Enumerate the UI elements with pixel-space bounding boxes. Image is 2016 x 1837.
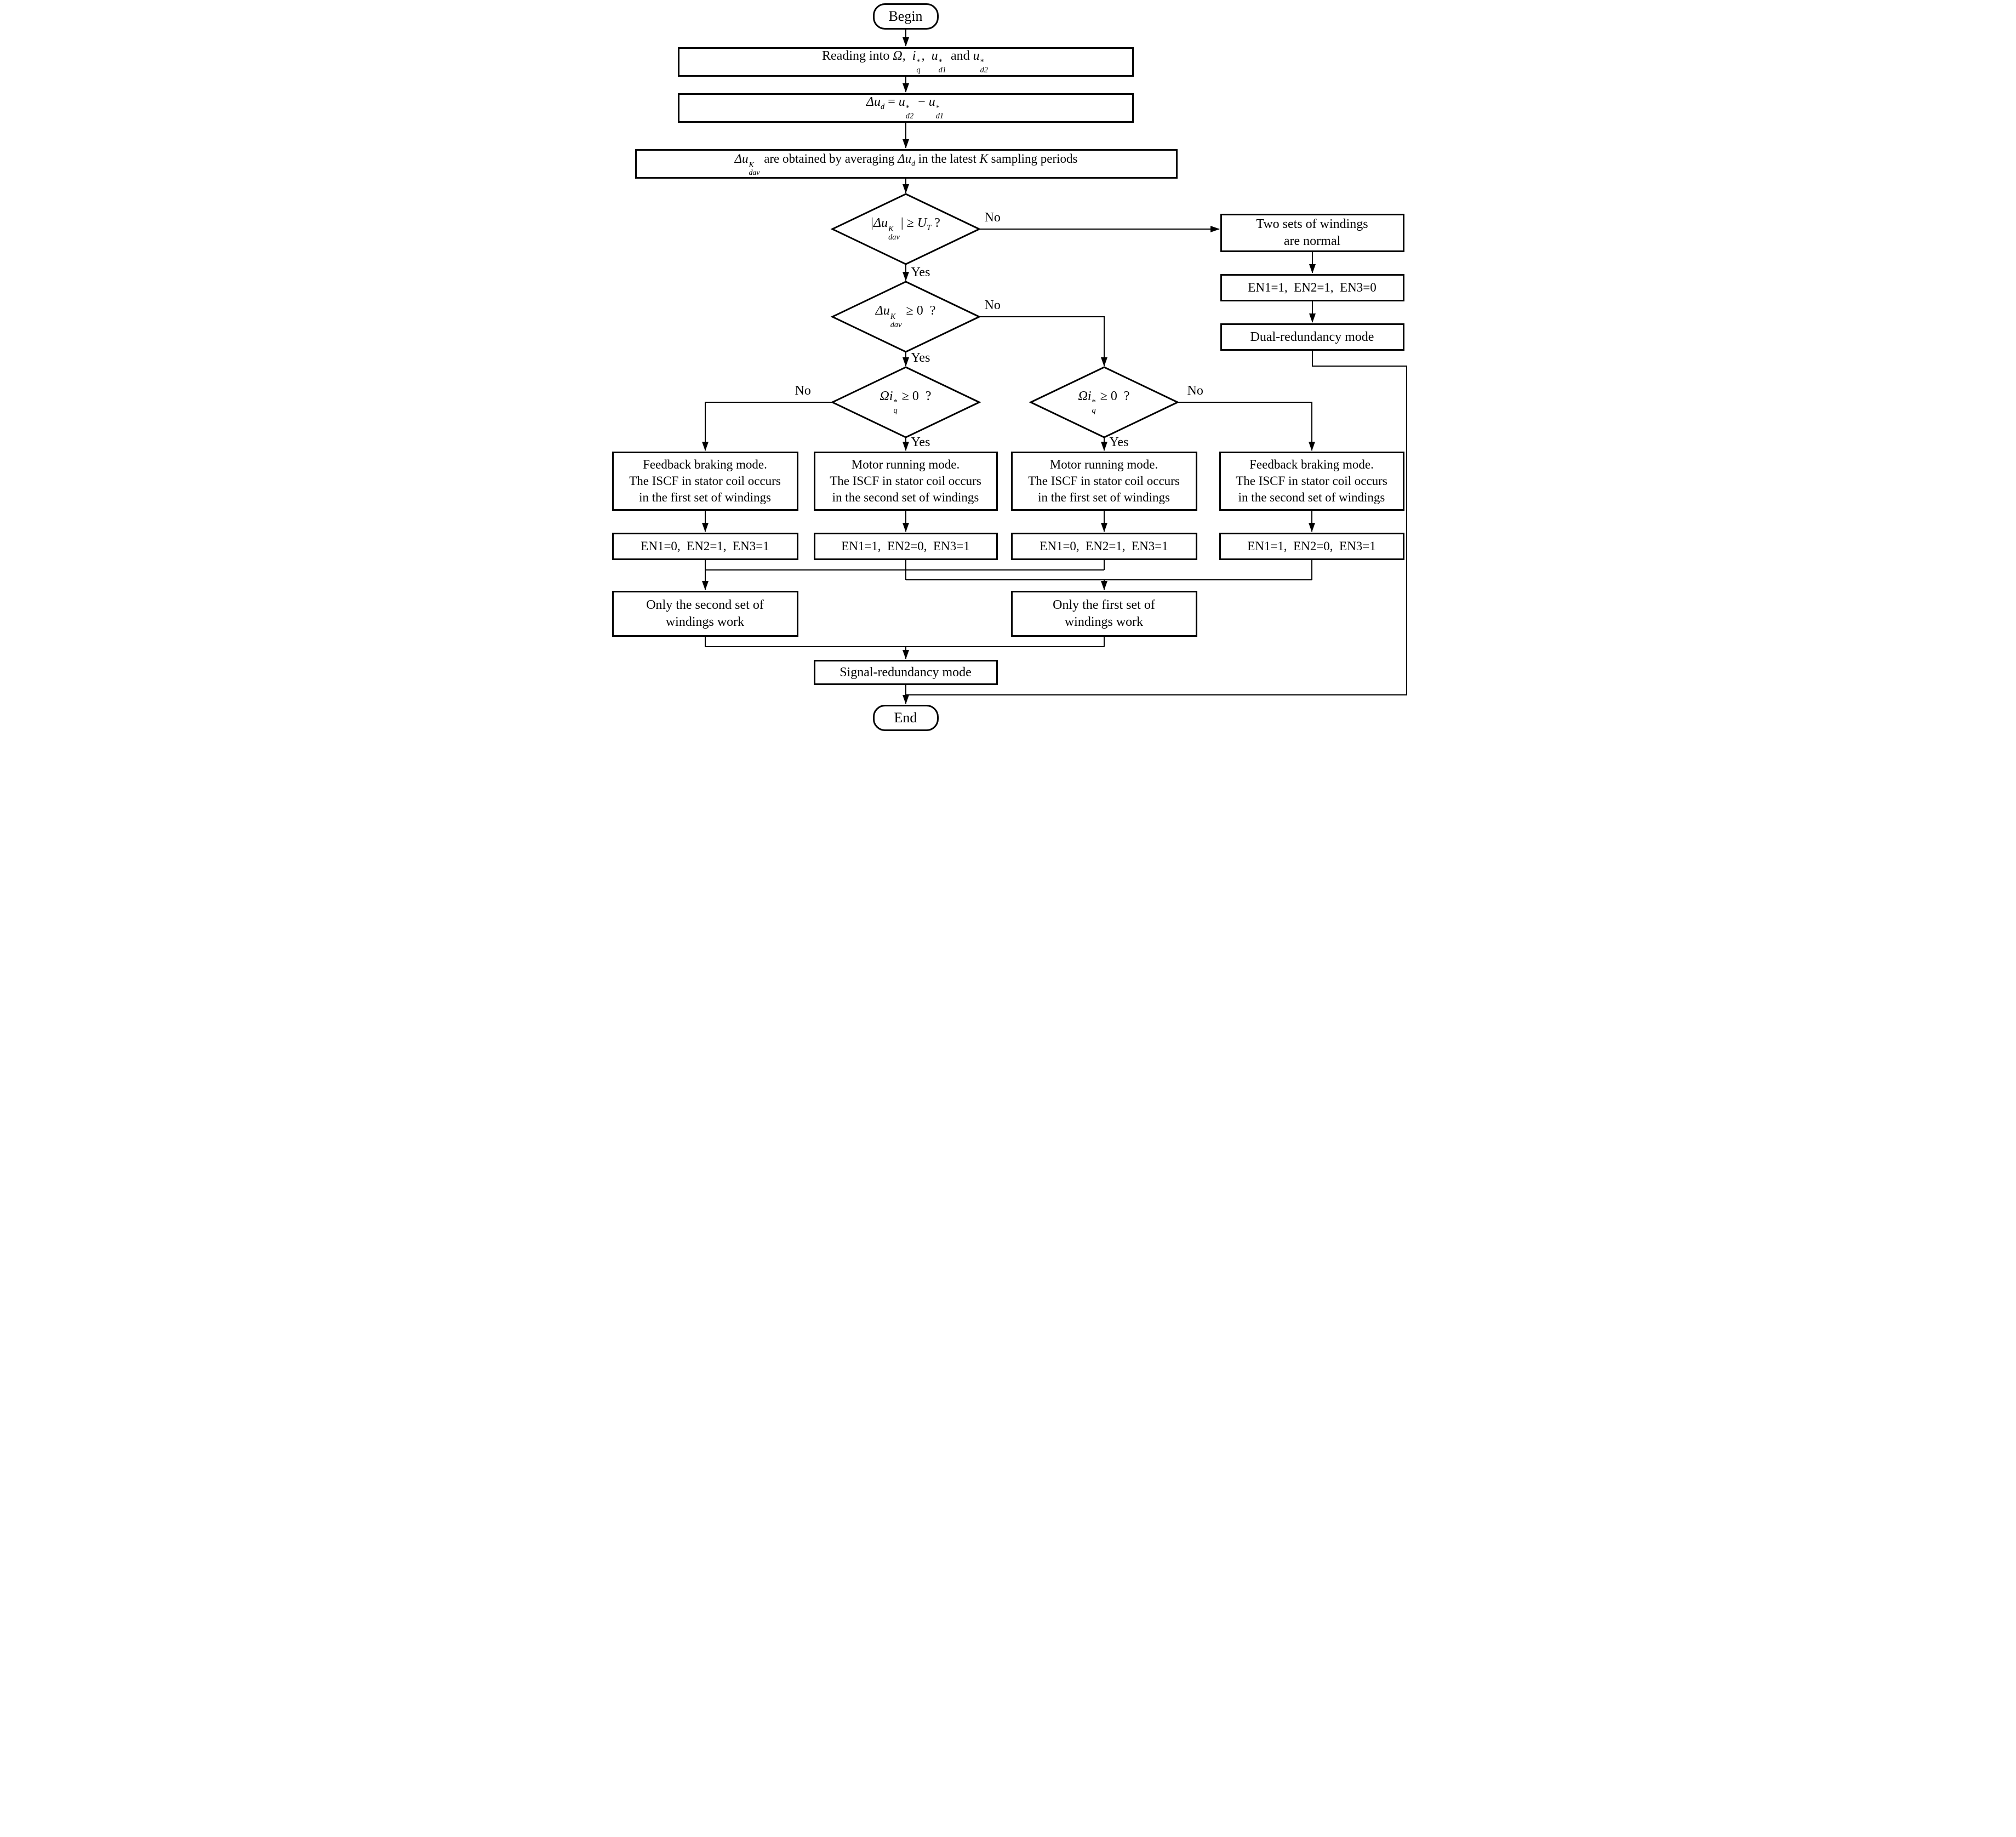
process-outcome-running-first xyxy=(1011,452,1197,511)
outcome1-line3: in the first set of windings xyxy=(639,490,771,504)
process-delta-ud xyxy=(678,93,1134,123)
label-omega-left-yes: Yes xyxy=(911,435,930,449)
process-read-inputs xyxy=(678,47,1134,77)
label-omega-right-no: No xyxy=(1187,384,1203,398)
process-signal-redundancy-mode xyxy=(814,660,998,685)
decision-omega-left xyxy=(840,386,972,419)
process-en3 xyxy=(1011,533,1197,560)
windings-normal-line1: Two sets of windings xyxy=(1256,216,1368,231)
only-first-line2: windings work xyxy=(1064,615,1144,629)
outcome2-line2: The ISCF in stator coil occurs xyxy=(830,474,981,488)
label-omega-left-no: No xyxy=(795,384,811,398)
en1-text: EN1=0, EN2=1, EN3=1 xyxy=(641,539,769,554)
only-second-line1: Only the second set of xyxy=(646,597,764,612)
only-second-line2: windings work xyxy=(665,615,745,629)
windings-normal-line2: are normal xyxy=(1283,234,1341,248)
process-en1 xyxy=(612,533,798,560)
process-read-inputs-text: Reading into Ω, i * q , u * d1 and u * d2 xyxy=(822,49,988,75)
terminal-end: End xyxy=(873,705,939,731)
en4-text: EN1=1, EN2=0, EN3=1 xyxy=(1247,539,1376,554)
label-omega-right-yes: Yes xyxy=(1109,435,1129,449)
process-averaging-text: Δu K dav are obtained by averaging $\Delta u_d$ in the latest K sampling periods xyxy=(734,152,1078,177)
label-sign-yes: Yes xyxy=(911,351,930,365)
edge-right-no xyxy=(1178,402,1312,450)
label-threshold-no: No xyxy=(984,210,1001,225)
dual-redundancy-text: Dual-redundancy mode xyxy=(1250,329,1374,344)
only-first-line1: Only the first set of xyxy=(1053,597,1155,612)
flowchart-canvas xyxy=(606,0,1411,734)
outcome4-line1: Feedback braking mode. xyxy=(1249,458,1374,472)
process-outcome-running-second xyxy=(814,452,998,511)
decision-threshold-text: |Δu K dav | ≥ $U_T$ ? xyxy=(871,216,940,242)
decision-sign xyxy=(840,300,972,333)
label-threshold-yes: Yes xyxy=(911,265,930,279)
en2-text: EN1=1, EN2=0, EN3=1 xyxy=(841,539,970,554)
outcome4-line2: The ISCF in stator coil occurs xyxy=(1236,474,1387,488)
decision-sign-text: Δu K dav ≥ 0 ? xyxy=(875,304,936,330)
decision-threshold xyxy=(840,213,972,246)
edge-sign-no xyxy=(979,317,1104,366)
en-normal-text: EN1=1, EN2=1, EN3=0 xyxy=(1248,281,1377,295)
process-dual-redundancy-mode xyxy=(1220,323,1404,351)
terminal-begin: Begin xyxy=(873,3,939,30)
outcome1-line1: Feedback braking mode. xyxy=(643,458,767,472)
process-windings-normal xyxy=(1220,214,1404,252)
outcome3-line1: Motor running mode. xyxy=(1049,458,1158,472)
decision-omega-left-text: Ωi * q ≥ 0 ? xyxy=(879,389,932,415)
outcome2-line1: Motor running mode. xyxy=(851,458,960,472)
process-en-normal xyxy=(1220,274,1404,301)
process-only-first-set xyxy=(1011,591,1197,637)
process-outcome-feedback-second xyxy=(1219,452,1404,511)
signal-redundancy-text: Signal-redundancy mode xyxy=(839,665,972,680)
decision-omega-right-text: Ωi * q ≥ 0 ? xyxy=(1078,389,1130,415)
process-only-second-set xyxy=(612,591,798,637)
process-en2 xyxy=(814,533,998,560)
edge-left-no xyxy=(705,402,832,450)
process-delta-ud-text: $\Delta u_d = u$ * d2 − u * d1 xyxy=(866,95,944,121)
process-en4 xyxy=(1219,533,1404,560)
process-outcome-feedback-first xyxy=(612,452,798,511)
process-averaging xyxy=(635,149,1178,179)
decision-omega-right xyxy=(1038,386,1170,419)
en3-text: EN1=0, EN2=1, EN3=1 xyxy=(1040,539,1168,554)
label-sign-no: No xyxy=(984,298,1001,312)
outcome4-line3: in the second set of windings xyxy=(1238,490,1385,504)
outcome1-line2: The ISCF in stator coil occurs xyxy=(629,474,781,488)
outcome3-line3: in the first set of windings xyxy=(1038,490,1170,504)
outcome2-line3: in the second set of windings xyxy=(832,490,979,504)
outcome3-line2: The ISCF in stator coil occurs xyxy=(1028,474,1180,488)
